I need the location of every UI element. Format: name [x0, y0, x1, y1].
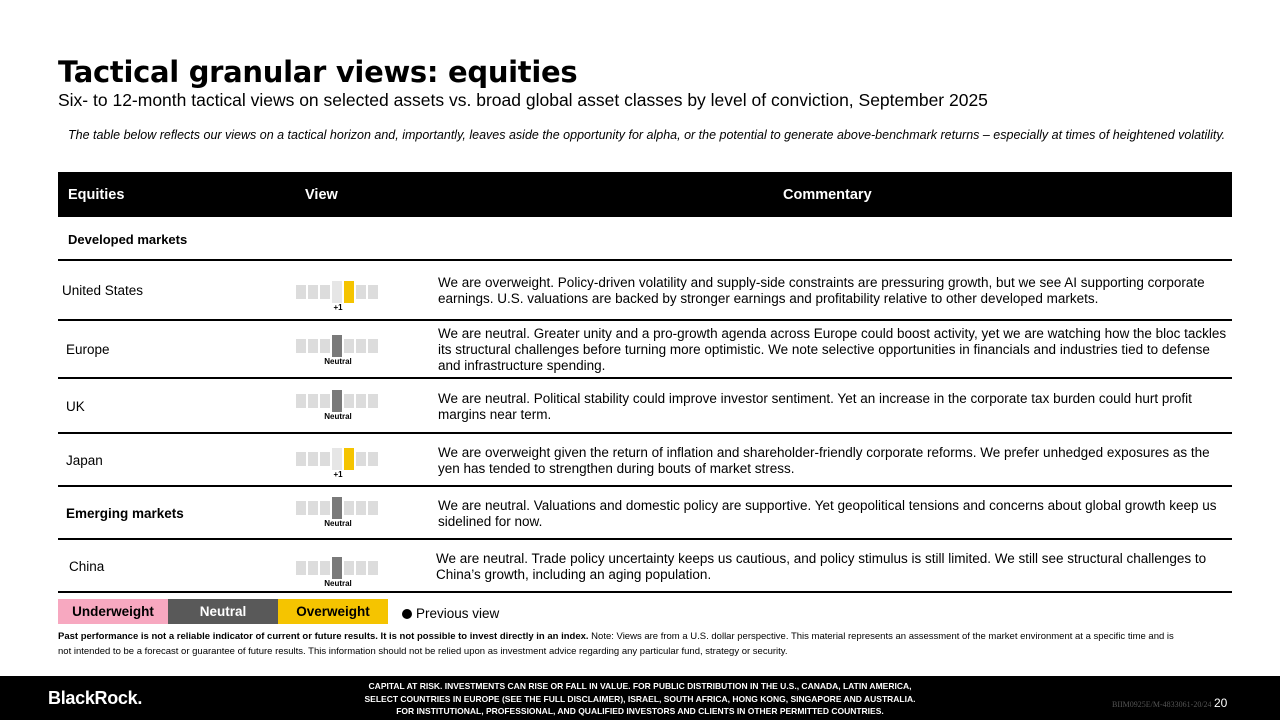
view-gauge-united-states	[296, 281, 380, 311]
footer	[0, 676, 1280, 720]
footer-line-3: FOR INSTITUTIONAL, PROFESSIONAL, AND QUALIFIED INVESTORS AND CLIENTS IN OTHER PERMITTED COUNTRIES.	[396, 706, 884, 716]
section-developed-markets: Developed markets	[68, 232, 188, 247]
row-divider	[58, 432, 1232, 434]
row-label-europe: Europe	[66, 342, 110, 357]
view-label: +1	[333, 470, 343, 479]
row-label-uk: UK	[66, 399, 85, 414]
view-gauge-japan	[296, 448, 380, 478]
previous-view-dot-icon	[402, 609, 412, 619]
document-code: BIIM0925E/M-4833061-20/24	[1112, 700, 1212, 709]
row-divider	[58, 538, 1232, 540]
comment-china: We are neutral. Trade policy uncertainty keeps us cautious, and policy stimulus is still limited. We still see structural challenges to China’s growth, including an aging population.	[436, 551, 1207, 582]
disclaimer	[58, 629, 1178, 659]
disclaimer-bold: Past performance is not a reliable indicator of current or future results. It is not possible to invest directly in an index.	[58, 631, 589, 642]
footer-notice	[340, 680, 940, 718]
comment-united-states: We are overweight. Policy-driven volatility and supply-side constraints are pressuring growth, but we see AI supporting corporate earnings. U.S. valuations are backed by stronger earnings and profitability relative to other developed markets.	[438, 275, 1205, 306]
header-equities: Equities	[68, 187, 125, 203]
row-label-japan: Japan	[66, 453, 103, 468]
row-divider	[58, 485, 1232, 487]
legend-underweight: Underweight	[58, 599, 168, 624]
legend-neutral: Neutral	[168, 599, 278, 624]
comment-japan: We are overweight given the return of inflation and shareholder-friendly corporate reforms. We prefer unhedged exposures as the yen has tended to strengthen during bouts of market stress.	[438, 445, 1210, 476]
row-divider	[58, 319, 1232, 321]
legend-previous-view	[402, 606, 499, 621]
comment-uk: We are neutral. Political stability could improve investor sentiment. Yet an increase in the corporate tax burden could hurt profit margins near term.	[438, 391, 1192, 422]
row-label-united-states: United States	[62, 283, 144, 298]
blackrock-logo: BlackRock.	[48, 688, 143, 708]
table-header	[58, 172, 1232, 217]
view-gauge-china	[296, 557, 380, 587]
page-subtitle: Six- to 12-month tactical views on selected assets vs. broad global asset classes by level of conviction, September 2025	[58, 90, 988, 110]
header-view: View	[305, 187, 338, 203]
row-label-china: China	[69, 559, 105, 574]
view-label: Neutral	[324, 412, 352, 421]
footer-line-1: CAPITAL AT RISK. INVESTMENTS CAN RISE OR FALL IN VALUE. FOR PUBLIC DISTRIBUTION IN THE U.S., CANADA, LATIN AMERICA,	[368, 681, 912, 691]
legend-overweight: Overweight	[278, 599, 388, 624]
comment-emerging-markets: We are neutral. Valuations and domestic policy are supportive. Yet geopolitical tensions and concerns about global growth keep us sidelined for now.	[438, 498, 1217, 529]
row-label-emerging-markets: Emerging markets	[66, 506, 184, 521]
view-label: Neutral	[324, 357, 352, 366]
intro-text: The table below reflects our views on a tactical horizon and, importantly, leaves aside the opportunity for alpha, or the potential to generate above-benchmark returns – especially at times of heightened volatility.	[68, 128, 1226, 142]
page-title: Tactical granular views: equities	[58, 55, 578, 89]
view-label: Neutral	[324, 519, 352, 528]
row-divider	[58, 591, 1232, 593]
row-divider	[58, 377, 1232, 379]
view-gauge-uk	[296, 390, 380, 420]
view-gauge-emerging-markets	[296, 497, 380, 527]
view-label: Neutral	[324, 579, 352, 588]
legend-previous-label: Previous view	[416, 606, 500, 621]
view-gauge-europe	[296, 335, 380, 365]
page-number: 20	[1214, 696, 1228, 710]
view-label: +1	[333, 303, 343, 312]
row-divider	[58, 259, 1232, 261]
footer-line-2: SELECT COUNTRIES IN EUROPE (SEE THE FULL DISCLAIMER), ISRAEL, SOUTH AFRICA, HONG KONG, SINGAPORE AND AUSTRALIA.	[364, 693, 916, 704]
disclaimer-text: Note: Views are from a U.S. dollar perspective. This material represents an assessment of the market environment at a specific time and is not intended to be a forecast or guarantee of future results. This information should not be relied upon as investment advice regarding any particular fund, strategy or security.	[58, 631, 1174, 657]
comment-europe: We are neutral. Greater unity and a pro-growth agenda across Europe could boost activity, yet we are watching how the bloc tackles its structural challenges before turning more optimistic. We note selective opportunities in financials and industries tied to defense and infrastructure spending.	[438, 326, 1227, 373]
header-commentary: Commentary	[783, 187, 872, 203]
